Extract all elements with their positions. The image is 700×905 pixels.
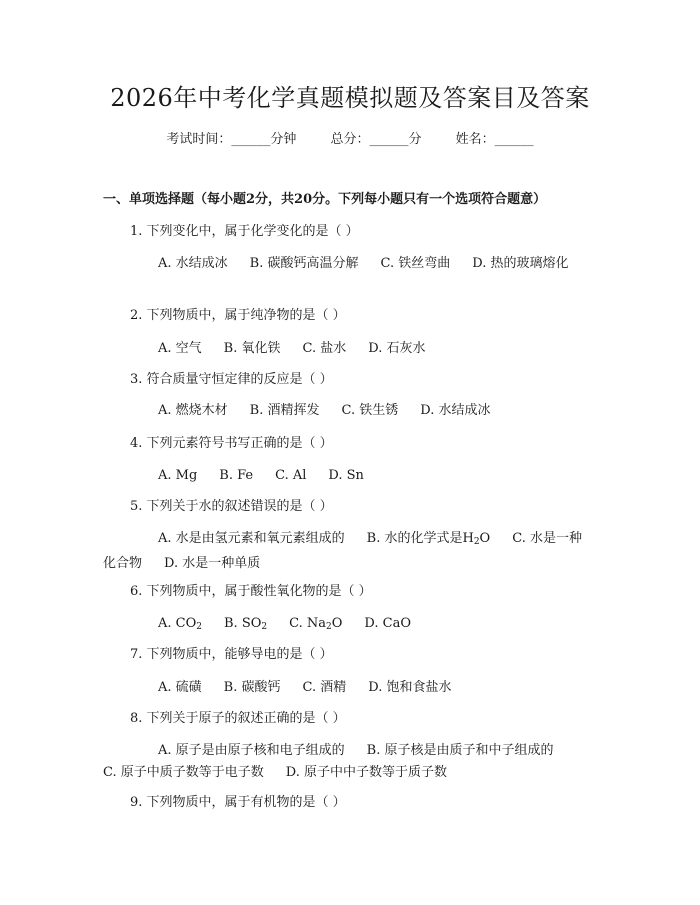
option-a: A. Mg [158,468,198,483]
section-heading: 一、单项选择题（每小题2分，共20分。下列每小题只有一个选项符合题意） [103,192,547,207]
question-4-stem: 4. 下列元素符号书写正确的是（ ） [130,436,333,451]
option-a: A. 燃烧木材 [158,403,228,418]
option-b: B. Fe [219,468,254,483]
option-a: A. $CO_2$ [158,616,202,632]
question-7-options [103,677,593,699]
question-8-stem: 8. 下列关于原子的叙述正确的是（ ） [130,711,346,726]
option-c: C. 盐水 [302,341,347,356]
question-5-options [103,528,593,575]
total-score-field: 总分：______分 [330,132,422,147]
option-d: D. 原子中中子数等于质子数 [285,765,447,780]
option-d: D. 水是一种单质 [164,556,261,571]
option-d: D. 热的玻璃熔化 [472,256,569,271]
question-2-options [103,338,593,360]
question-6-options [103,613,593,638]
option-b: B. 酒精挥发 [249,403,320,418]
option-a: A. 原子是由原子核和电子组成的 [158,743,345,758]
option-d: D. 水结成冰 [420,403,491,418]
option-a: A. 硫磺 [158,680,202,695]
student-name-field: 姓名：______ [455,132,534,147]
question-3-options [103,400,593,422]
option-b: B. 碳酸钙 [223,680,281,695]
option-c: C. Al [275,468,307,483]
question-5-stem: 5. 下列关于水的叙述错误的是（ ） [130,499,333,514]
option-d: D. 饱和食盐水 [368,680,452,695]
document-title: 2026年中考化学真题模拟题及答案目及答案 [110,84,590,112]
question-7-stem: 7. 下列物质中，能够导电的是（ ） [130,647,333,662]
option-b: B. $SO_2$ [224,616,268,632]
question-9-stem: 9. 下列物质中，属于有机物的是（ ） [130,795,346,810]
option-a: A. 空气 [158,341,202,356]
question-1-options [103,253,593,275]
question-2-stem: 2. 下列物质中，属于纯净物的是（ ） [130,308,346,323]
question-3-stem: 3. 符合质量守恒定律的反应是（ ） [130,372,333,387]
option-c: C. 水是一种化合物 [103,531,582,571]
option-c: C. $Na_2O$ [289,616,343,632]
exam-time-field: 考试时间：______分钟 [166,132,297,147]
option-d: D. CaO [364,616,411,631]
option-d: D. Sn [328,468,364,483]
question-1-stem: 1. 下列变化中，属于化学变化的是（ ） [130,224,359,239]
option-a: A. 水结成冰 [158,256,228,271]
option-b: B. 水的化学式是$H_2O$ [366,531,491,547]
option-b: B. 碳酸钙高温分解 [249,256,359,271]
question-4-options [103,465,593,487]
option-c: C. 酒精 [302,680,347,695]
option-d: D. 石灰水 [368,341,426,356]
option-b: B. 氧化铁 [223,341,281,356]
question-8-options [103,740,593,784]
option-a: A. 水是由氢元素和氧元素组成的 [158,531,345,546]
option-b: B. 原子核是由质子和中子组成的 [366,743,554,758]
option-c: C. 铁丝弯曲 [380,256,451,271]
option-c: C. 原子中质子数等于电子数 [103,765,264,780]
option-c: C. 铁生锈 [341,403,399,418]
exam-info [0,130,700,150]
question-6-stem: 6. 下列物质中，属于酸性氧化物的是（ ） [130,584,372,599]
